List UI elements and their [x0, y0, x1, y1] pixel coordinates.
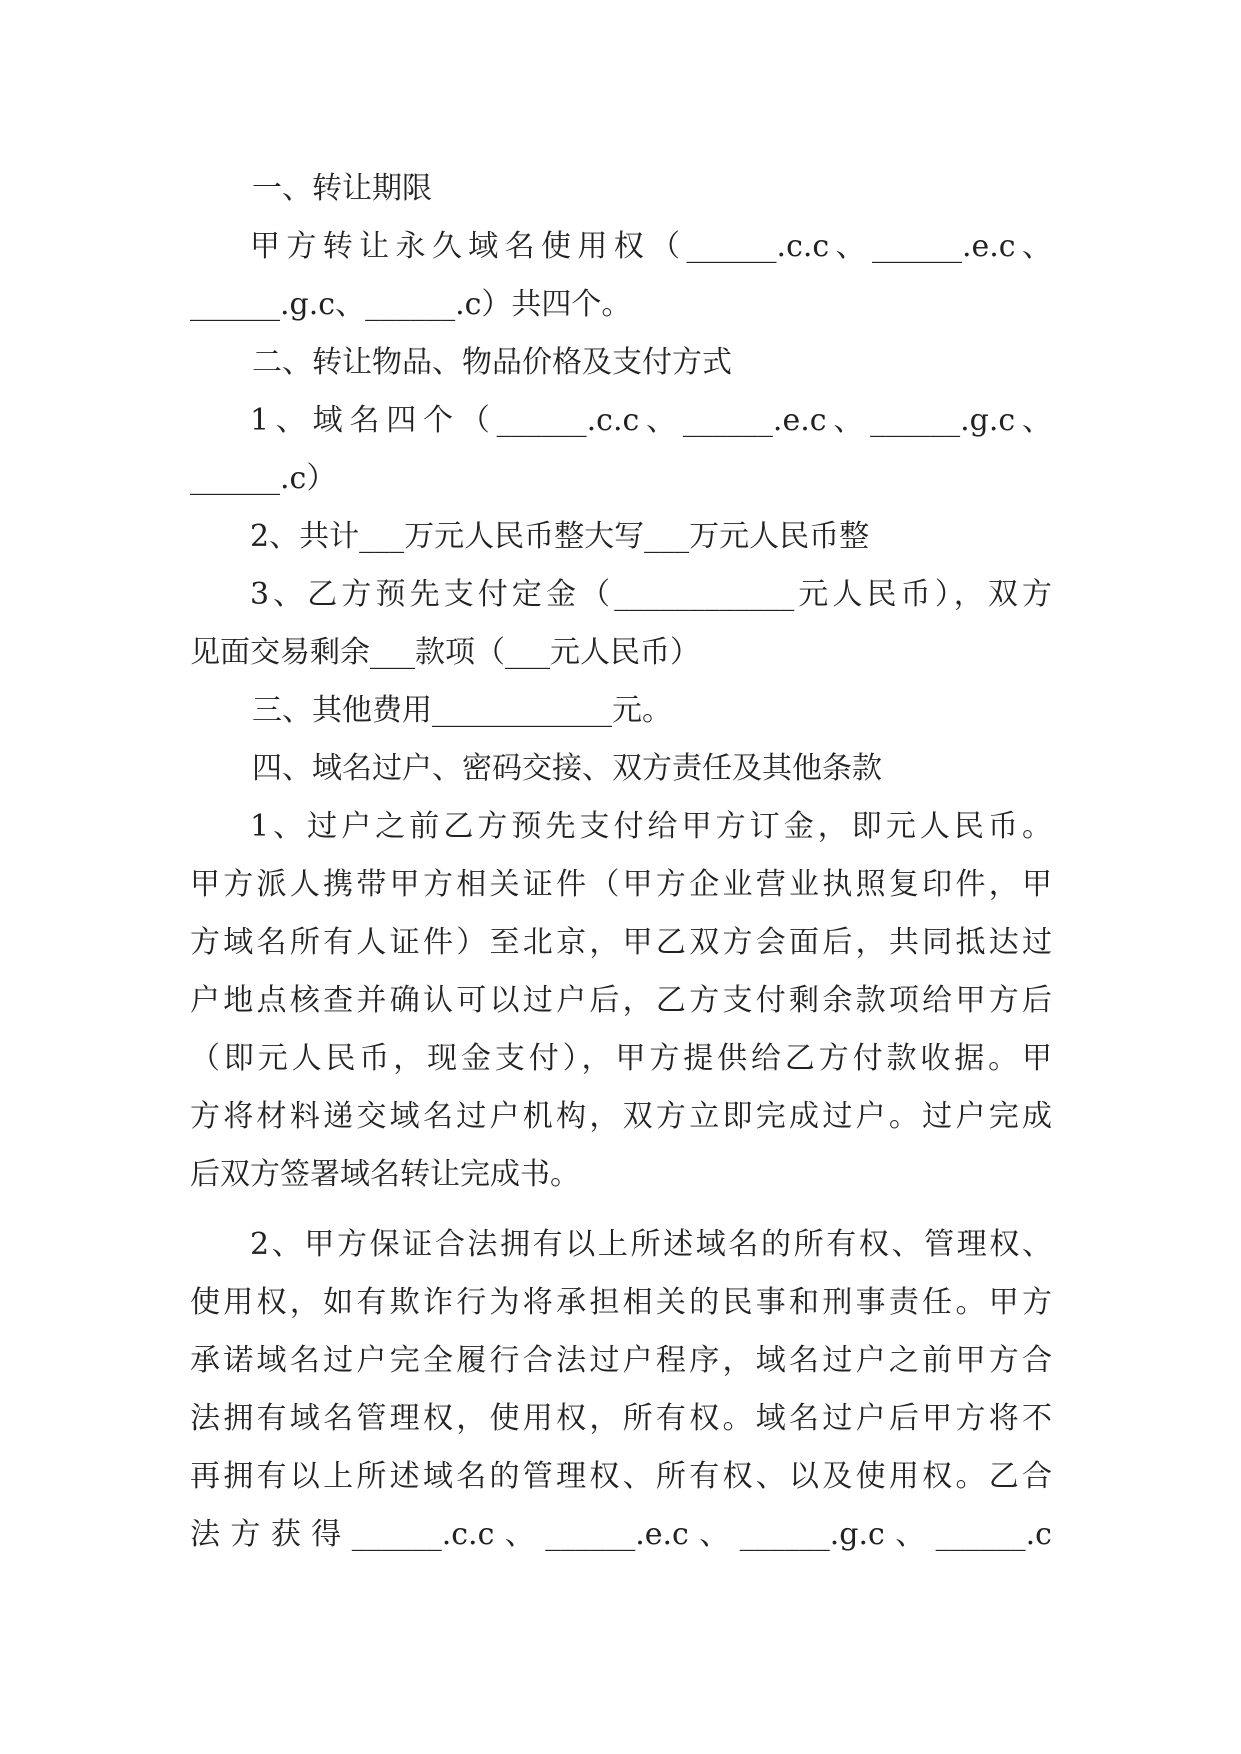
paragraph-line: 1、域名四个（______.c.c、______.e.c、______.g.c、 — [250, 403, 1052, 438]
paragraph-line: 再拥有以上所述域名的管理权、所有权、以及使用权。乙合 — [190, 1459, 1052, 1494]
paragraph-line: 法方获得______.c.c、______.e.c、______.g.c、______.c — [190, 1517, 1052, 1552]
paragraph-line: 2、共计___万元人民币整大写___万元人民币整 — [250, 519, 870, 554]
paragraph-line: 后双方签署域名转让完成书。 — [190, 1157, 580, 1192]
paragraph-line: 甲方转让永久域名使用权（______.c.c、______.e.c、 — [250, 229, 1052, 264]
paragraph-line: 甲方派人携带甲方相关证件（甲方企业营业执照复印件，甲 — [190, 867, 1052, 902]
paragraph-line: ______.c） — [190, 461, 337, 496]
section-heading-1: 一、转让期限 — [252, 171, 432, 206]
paragraph-line: ______.g.c、______.c）共四个。 — [190, 287, 632, 322]
section-heading-3: 三、其他费用____________元。 — [252, 693, 672, 728]
paragraph-line: （即元人民币，现金支付），甲方提供给乙方付款收据。甲 — [190, 1041, 1052, 1076]
paragraph-line: 使用权，如有欺诈行为将承担相关的民事和刑事责任。甲方 — [190, 1285, 1052, 1320]
section-heading-4: 四、域名过户、密码交接、双方责任及其他条款 — [252, 751, 882, 786]
section-heading-2: 二、转让物品、物品价格及支付方式 — [252, 345, 732, 380]
paragraph-line: 户地点核查并确认可以过户后，乙方支付剩余款项给甲方后 — [190, 983, 1052, 1018]
paragraph-line: 3、乙方预先支付定金（____________元人民币），双方 — [250, 577, 1052, 612]
paragraph-line: 见面交易剩余___款项（___元人民币） — [190, 635, 700, 670]
paragraph-line: 1、过户之前乙方预先支付给甲方订金，即元人民币。 — [250, 809, 1052, 844]
document-body — [190, 160, 1052, 1564]
paragraph-line: 承诺域名过户完全履行合法过户程序，域名过户之前甲方合 — [190, 1343, 1052, 1378]
paragraph-line: 方将材料递交域名过户机构，双方立即完成过户。过户完成 — [190, 1099, 1052, 1134]
paragraph-line: 方域名所有人证件）至北京，甲乙双方会面后，共同抵达过 — [190, 925, 1052, 960]
paragraph-line: 法拥有域名管理权，使用权，所有权。域名过户后甲方将不 — [190, 1401, 1052, 1436]
paragraph-line: 2、甲方保证合法拥有以上所述域名的所有权、管理权、 — [250, 1227, 1052, 1262]
